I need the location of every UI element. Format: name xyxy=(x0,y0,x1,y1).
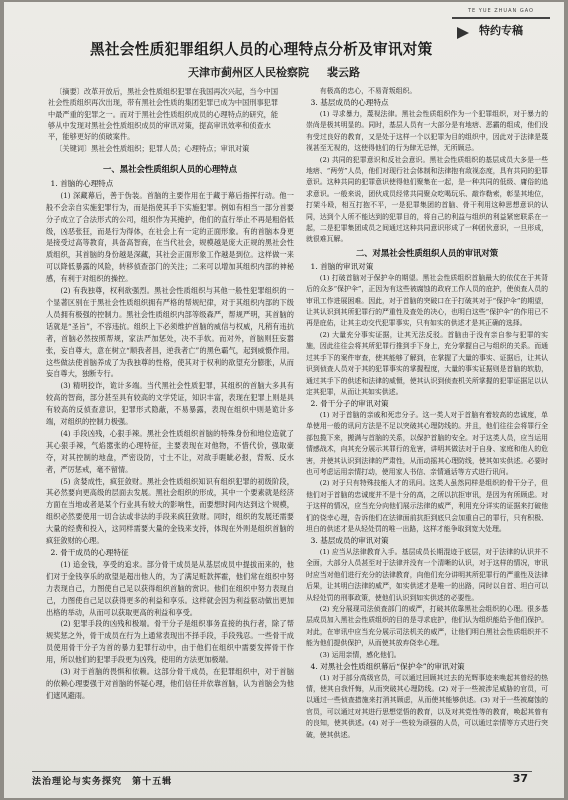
author-unit: 天津市蓟州区人民检察院 xyxy=(188,66,309,79)
paragraph: (3) 对于首脑的畏惧和依赖。这部分骨干成员，在犯罪组织中，对于首脑的依赖心理要强于对首脑的怀疑心理，他们信任并依靠首脑，认为首脑会为他们遮风避雨。 xyxy=(46,667,294,700)
section-heading: 二、对黑社会性质组织人员的审讯对策 xyxy=(355,247,499,258)
paragraph: (2) 充分展现司法侦查部门的威严，打破其依靠黑社会组织的心理。很多基层成员加入黑社会性质组织的目的是寻求庇护，他们认为组织能给予他们保护。对此，在审讯中应当充分展示司法机关的威严，让他们明白黑社会性质组织并不能为他们提供保护，从而使其放弃侥幸心理。 xyxy=(306,604,548,648)
paragraph: (1) 深藏幕后，善于伪装。首脑的主要作用在于藏于幕后指挥行动。他一般不会亲自实施犯罪行为，而是指使其手下实施犯罪。例如有相当一部分首要分子成立了合法形式的公司，组织作为其掩护，他们的直行举止不再是粗俗低级，凶恶张狂，而是行为得体，在社会上有一定的正面形象。有的首脑本身更是接受过高等教育，具备高智商，在当代社会，规模越是庞大正规的黑社会性质组织，其首脑的身份越是深藏，其社会正面形象工作越是到位。这样做一来可以降低暴露的风险，转移侦查部门的关注；二来可以增加其组织内部的神秘感，有利于对组织的操控。 xyxy=(46,190,294,284)
article-title: 黑社会性质犯罪组织人员的心理特点分析及审讯对策 xyxy=(90,41,433,58)
paragraph: (2) 对于只有特殊技能人才的讯问。这类人虽然同样是组织的骨干分子，但他们对于首脑的忠诚度并不是十分的高，之所以抗拒审讯，是因为有所顾虑。对于这样的情况，应当充分向他们展示法律的威严，利用充分详实的证据来打破他们的侥幸心理，告诉他们在法律面前抗拒到底只会加重自己的罪行，只有积极、坦白的供述才是从轻处罚的唯一出路，这样才能争取到宽大处理。 xyxy=(306,479,548,534)
section-tag: 特约专稿 xyxy=(452,17,550,38)
paragraph: (5) 贪婪成性，疯狂敛财。黑社会性质组织知识有组织犯罪的初级阶段，其必然要向更高级的层面去发展。黑社会组织的形成，其中一个要素就是经济方面在当地或者是某个行业具有较大的影响性，而要想时间内达到这个规模，组织必然要使用一切合法或非法的手段来疯狂敛财。同时，组织的发展还需要大量的经费和投入，这同样需要大量的金钱来支持，体现在外则是组织首脑的疯狂敛财的心理。 xyxy=(46,476,294,546)
subsection-heading: 2. 骨干分子的审讯对策 xyxy=(310,399,389,409)
paragraph: 有极高的忠心，不易背叛组织。 xyxy=(319,87,417,95)
subsection-heading: 1. 首脑的心理特点 xyxy=(50,178,114,188)
subsection-heading: 3. 基层成员的心理特点 xyxy=(310,98,389,108)
subsection-heading: 3. 基层成员的审讯对策 xyxy=(310,536,389,546)
paragraph: (3) 精明狡诈，诡计多端。当代黑社会性质犯罪，其组织的首脑大多具有较高的智商，部分甚至具有较高的文学凭证，知识丰富，表现在犯罪上则是具有较高的反侦查意识，犯罪形式隐蔽，不易暴露，表现在组织中则是诡计多端，对组织的控制力极强。 xyxy=(46,381,294,427)
journal-issue: 第十五辑 xyxy=(132,777,173,787)
paragraph: (2) 大量充分事实证据，让其无法反驳。首脑由于没有亲自参与犯罪的实施，因此往往会将其所犯罪行推到手下身上，充分掌握自己与组织的关系。而通过其手下的案件审查，使其能够了解到，在掌握了大量的事实、证据后，让其认识到侦查人员对于其的犯罪事实的掌握程度，大量的事实证据则是首脑的软肋，通过其手下的供述和法律的威慑，使其认识到侦查机关所掌握的犯罪证据足以认定其犯罪，从而让其如实供述。 xyxy=(306,330,548,396)
right-column xyxy=(306,86,548,741)
paragraph: (2) 犯罪手段的凶残和极端。骨干分子是组织事务直接的执行者，除了帮规奖惩之外，骨干成员在行为上通常表现出不择手段，手段残忍。一些骨干成员使用骨干分子为首的暴力犯罪行动中，由于他们在组织中需要发挥骨干作用，所以他们的犯罪手段更为凶残，使用的方法更加极端。 xyxy=(46,619,294,665)
paragraph: (1) 追金钱，享受的追求。部分骨干成员是从基层成员中提拔而来的，他们对于金钱享乐的欲望是超出他人的，为了满足赃款挥霍，他们常在组织中努力表现自己，力图使自己足以获得组织首脑的赏识。他们在组织中努力表现自己，力图使自己足以获得更多的利益和享乐。这样就会因为利益驱动做出更加出格的举动，从而可以获取更高的利益和享受。 xyxy=(46,559,294,617)
paragraph: (1) 对于部分高级官员，可以通过回顾其过去的光辉事迹来唤起其曾经的热情，使其自我忏悔，从而突破其心理防线。(2) 对于一些被涉足威胁的官员，可以通过一些侦查措施来打消其顾虑，从而使其能够供述。(3) 对于一些被腐蚀的官员，可以通过对其进行思想觉悟的教育，以及对其党性等的教育，唤起其曾有的良知，使其供述。(4) 对于一些较为顽强的人员，可以通过亲情等方式进行突破，使其供述。 xyxy=(306,673,548,739)
footer-rule xyxy=(32,771,532,772)
paragraph: (2) 共同的犯罪意识和反社会意识。黑社会性质组织的基层成员大多是一些地痞、“两劳”人员，他们对现行社会体制和法律抱有敌视态度，具有共同的犯罪意识。这种共同的犯罪意识使得他们聚集在一起，是一种共同的低级、庸俗的追求意识。一般来说，团伙成员经常共同聚众吃喝玩乐、敲诈勒索，彰显其地位，打架斗殴，相互打抱不平，一是犯罪集团的首脑、骨干利用这种思想意识的认同，达到个人所不能达到的犯罪目的，将自己的利益与组织的利益紧密联系在一起，二是犯罪集团成员之间通过这种共同意识形成了一种团伙意识，一旦形成，就很难瓦解。 xyxy=(306,155,548,244)
subsection-heading: 2. 骨干成员的心理特征 xyxy=(50,548,129,557)
abstract-text: 〔摘要〕改革开放后，黑社会性质组织犯罪在我国再次兴起，当今中国社会性质组织再次出现，带有黑社会性质的集团犯罪已成为中国刑事犯罪中最严重的犯罪之一。而对于黑社会性质组织成员的心理特点的研究，能够从中发现对黑社会性质组织成员的审讯对策，提高审讯效率和侦查水平，能够更好的侦破案件。 xyxy=(48,87,279,142)
left-column xyxy=(46,162,294,702)
keywords: 〔关键词〕黑社会性质组织；犯罪人员；心理特点；审讯对策 xyxy=(55,144,250,154)
journal-name: 法治理论与实务探究 xyxy=(32,777,123,787)
footer-journal xyxy=(32,774,332,790)
journal-page xyxy=(4,2,564,798)
paragraph: (1) 寻求暴力，蔑视法律。黑社会性质组织作为一个犯罪组织，对于暴力的崇尚是极其明显的。同时，基层人员有一大部分是有地痞、恶霸的组成，他们没有受过良好的教育，又是处于这样一个以犯罪为目的组织中，因此对于法律是蔑视甚至无视的，这使得他们的行为肆无忌惮，无所顾忌。 xyxy=(306,109,548,153)
paragraph: (1) 对于首脑的亲戚和死忠分子。这一类人对于首脑有着较高的忠诚度，单单使用一般的讯问方法是不足以突破其心理防线的。并且，他们往往会将罪行全部包揽下来，搬满与首脑的关系，以保护首脑的安全。对于这类人员，应当运用情感战术，向其充分展示其罪行的危害，讲明其做法对于自身、家庭和他人的危害，并使其认识到法律的严肃性，从而动摇其心理防线，使其如实供述。必要时也可考虑运用亲情打动，使用家人书信、亲情通话等方式进行讯问。 xyxy=(306,410,548,476)
abstract-block xyxy=(48,86,280,155)
section-pinyin: TE YUE ZHUAN GAO xyxy=(467,8,534,14)
author-name: 裴云路 xyxy=(327,66,360,79)
page-number: 37 xyxy=(512,772,528,785)
section-heading: 一、黑社会性质组织人员的心理特点 xyxy=(103,164,237,174)
paragraph: (2) 有我独尊，权利欲强烈。黑社会性质组织与其他一般性犯罪组织的一个显著区别在于黑社会性质组织拥有严格的帮规纪律，对于其组织内部的下级人员拥有极强的控制力。黑社会性质组织内部等级森严，帮规严明，其首脑的话就是“圣旨”，不容违抗。组织上下必须维护首脑的威信与权威，凡稍有违抗者，首脑必然按照帮规，家法严加惩处，决不手软。而对外，首脑则狂妄嚣张，妄自尊大，意在树立“顺我者昌，逆我者亡”的黑色霸气，起到威慑作用。这些做法使首脑养成了为我独尊的性格，使其对于权利的欲望充分膨胀，从而妄自尊大，独断专行。 xyxy=(46,286,294,379)
subsection-heading: 1. 首脑的审讯对策 xyxy=(310,262,374,272)
paragraph: (3) 运用亲情，感化他们。 xyxy=(319,650,401,659)
subsection-heading: 4. 对黑社会性质组织幕后“保护伞”的审讯对策 xyxy=(310,662,465,672)
paragraph: (4) 手段凶残，心狠手辣。黑社会性质组织首脑的特殊身份和地位造就了其心狠手辣，气焰嚣张的心理特征，主要表现在对他物，不惜代价，强取豪夺，对其控制的地盘，严密设防，寸土不让，对敌手睚眦必报，背叛、反水者，严厉惩戒，毫不留情。 xyxy=(46,428,294,474)
byline xyxy=(188,64,360,80)
paragraph: (1) 打破首脑对于保护伞的期望。黑社会性质组织首脑最大的依仗在于其背后的众多“保护伞”，正因为有这些被腐蚀的政府工作人员的庇护，使侦查人员的审讯工作进展困难。因此，对于首脑的突破口在于打破其对于“保护伞”的期望，让其认识到其所犯罪行的严重性及查处的决心，也明白这些“保护伞”的作用已不再是庇佑，让其主动交代犯罪事实，只有如实的供述才是其正确的选择。 xyxy=(306,273,548,328)
paragraph: (1) 应当从法律教育入手。基层成员长期混迹于底层，对于法律的认识并不全面，大部分人员甚至对于法律并没有一个清晰的认识，对于这样的情况，审讯时应当对他们进行充分的法律教育，向他们充分讲明其所犯罪行的严重性及法律后果，让其明白法律的威严，如实供述才是唯一的出路，同时以自首、坦白可以从轻处罚的刑事政策，使他们认识到如实供述的必要性。 xyxy=(306,547,548,602)
